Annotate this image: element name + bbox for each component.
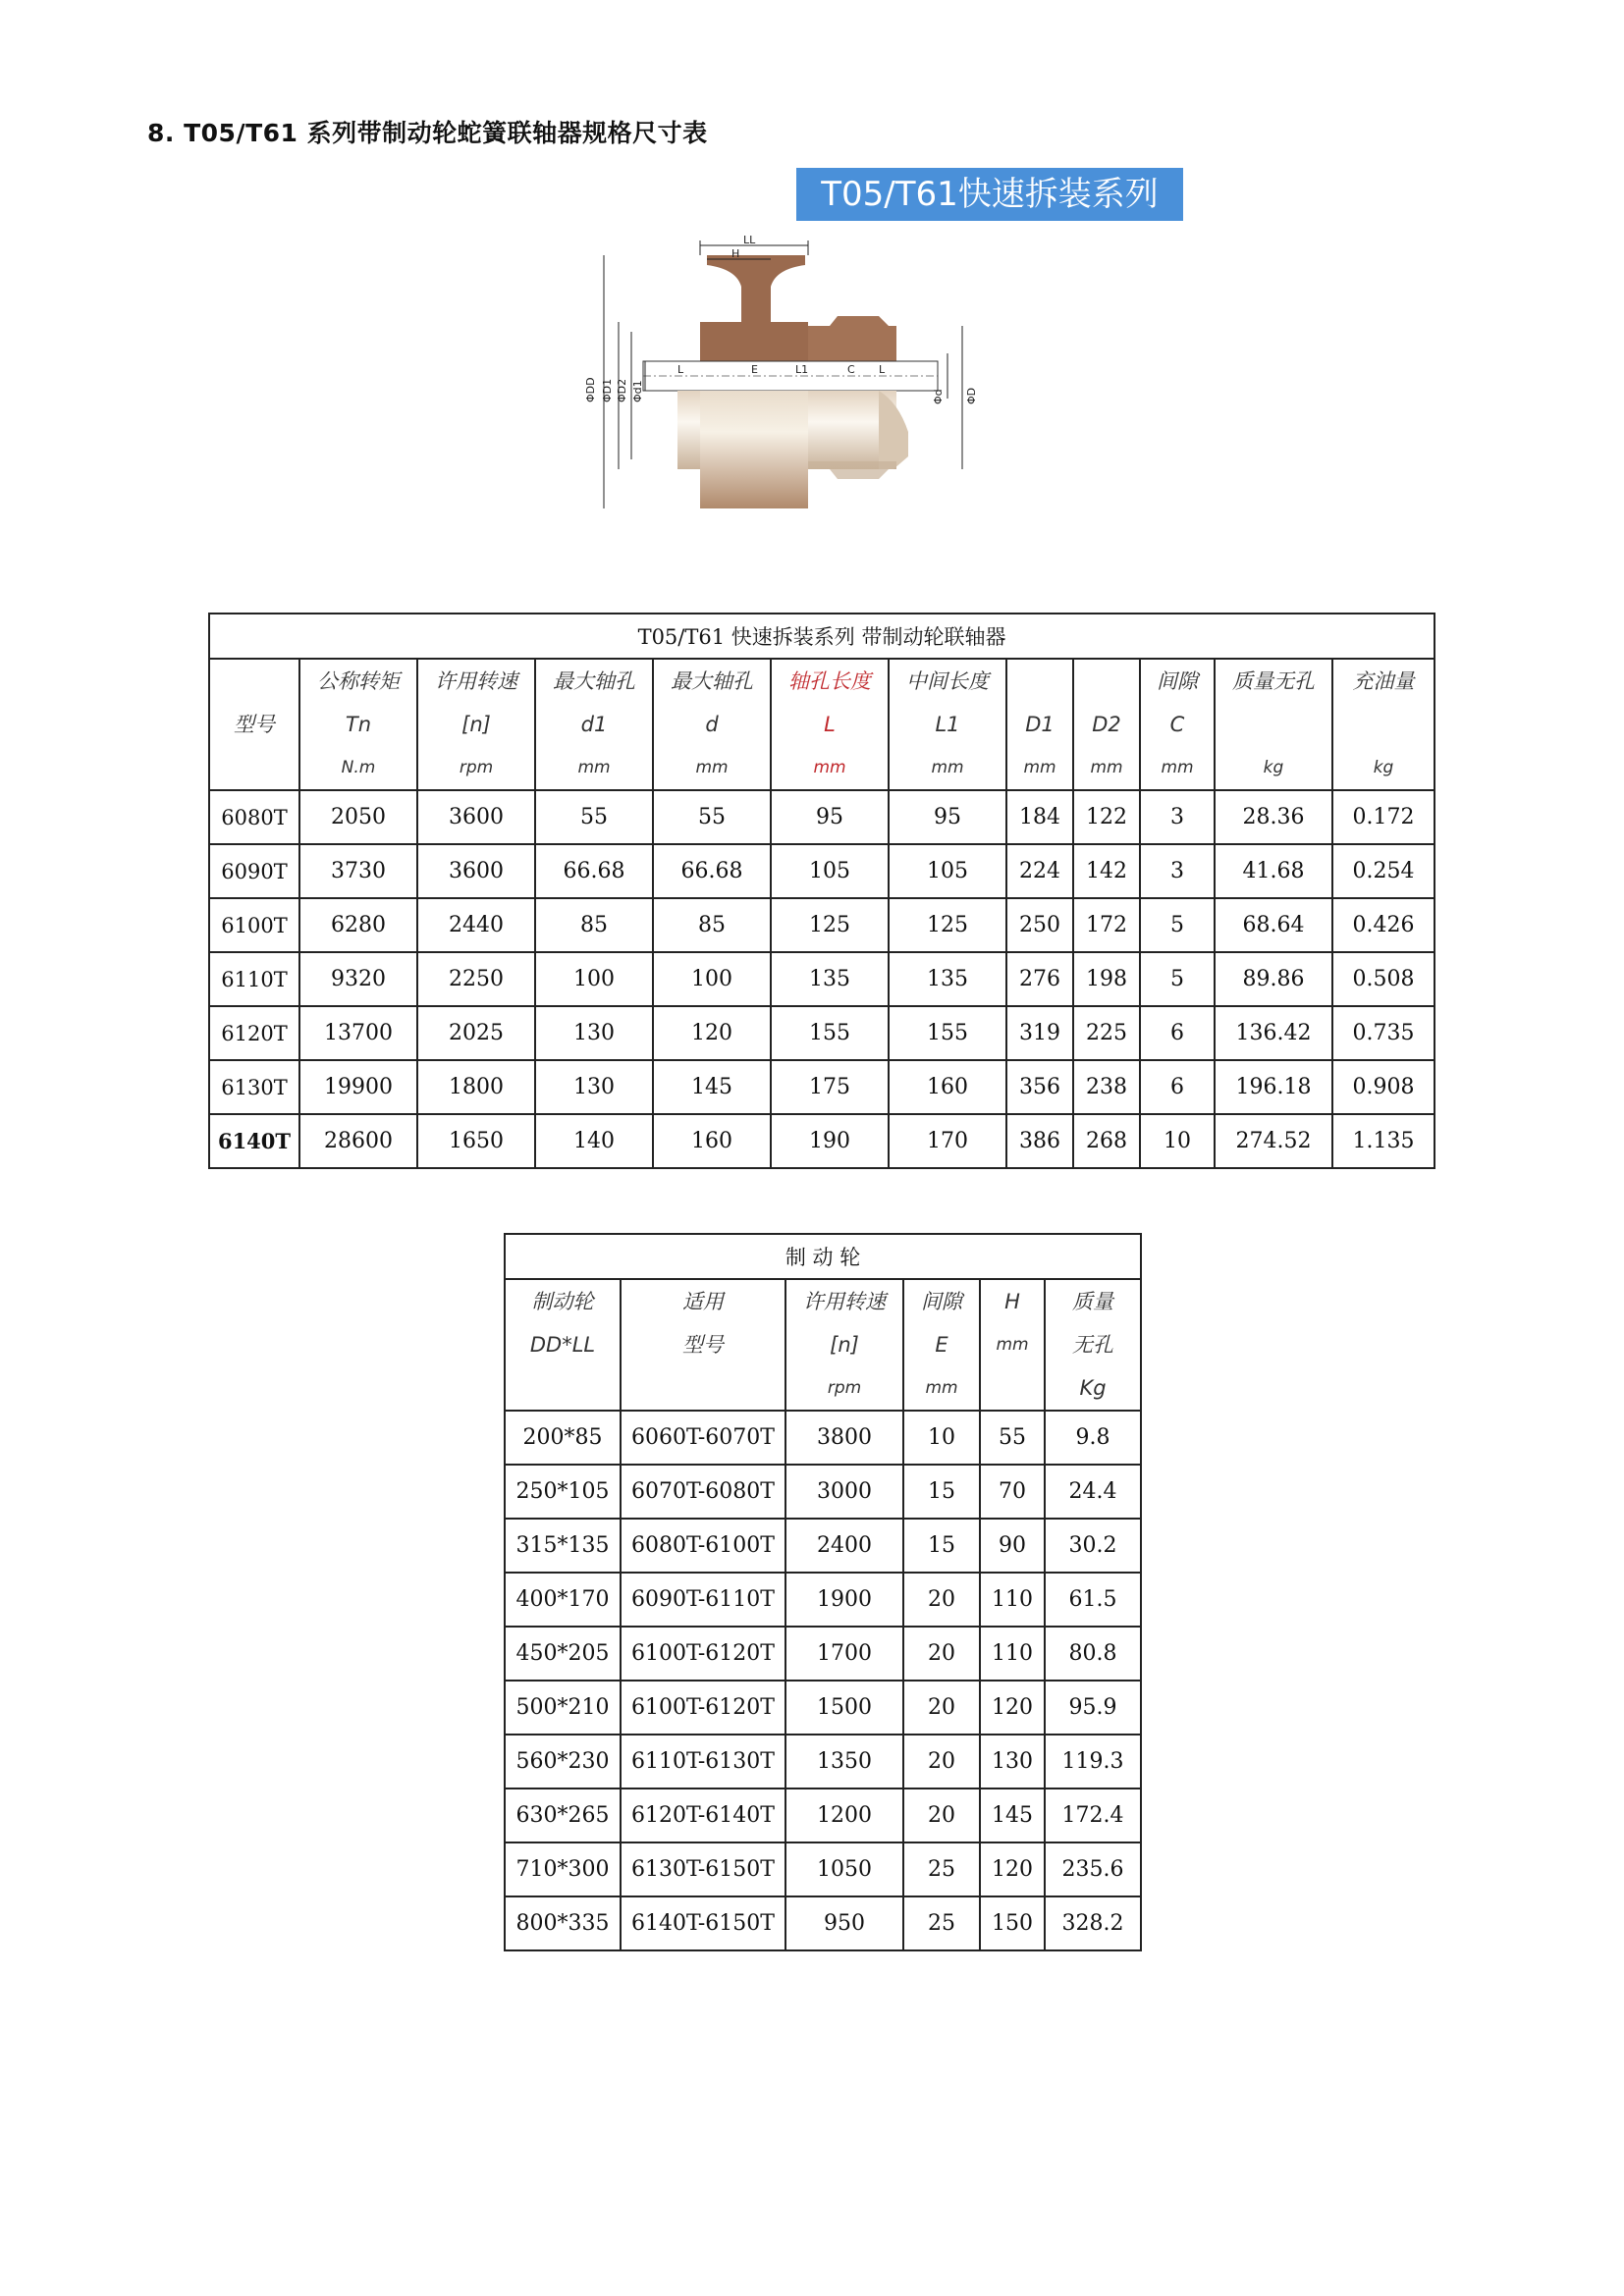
dim-label-D1: ΦD1 — [601, 378, 614, 402]
table-row — [209, 1060, 1435, 1114]
dim-label-L-left: L — [677, 363, 684, 376]
cell: 630*265 — [505, 1789, 621, 1842]
cell: 500*210 — [505, 1681, 621, 1735]
coupling-spec-table — [208, 613, 1435, 1169]
cell: 130 — [535, 1060, 653, 1114]
header-bore-length: 轴孔长度 L mm — [771, 659, 889, 790]
cell: 250 — [1006, 898, 1073, 952]
table-row — [505, 1735, 1141, 1789]
header-gap: 间隙 C mm — [1140, 659, 1215, 790]
cell: 225 — [1073, 1006, 1140, 1060]
cell: 0.254 — [1332, 844, 1435, 898]
cell: 710*300 — [505, 1842, 621, 1896]
cell: 224 — [1006, 844, 1073, 898]
cell: 175 — [771, 1060, 889, 1114]
header-mass: 质量无孔 kg — [1215, 659, 1332, 790]
cell: 0.735 — [1332, 1006, 1435, 1060]
header-D1: D1 mm — [1006, 659, 1073, 790]
cell: 160 — [653, 1114, 771, 1168]
cell: 5 — [1140, 898, 1215, 952]
cell: 198 — [1073, 952, 1140, 1006]
cell: 6130T-6150T — [621, 1842, 785, 1896]
cell: 66.68 — [535, 844, 653, 898]
cell: 125 — [771, 898, 889, 952]
cell: 160 — [889, 1060, 1006, 1114]
header-middle-length: 中间长度 L1 mm — [889, 659, 1006, 790]
cell: 20 — [903, 1735, 980, 1789]
cell: 120 — [653, 1006, 771, 1060]
cell: 80.8 — [1045, 1627, 1141, 1681]
cell: 20 — [903, 1789, 980, 1842]
dim-label-D: ΦD — [965, 387, 978, 404]
dim-label-D2: ΦD2 — [616, 378, 628, 402]
cell: 119.3 — [1045, 1735, 1141, 1789]
header-applicable-model: 适用 型号 — [621, 1279, 785, 1411]
cell: 1500 — [785, 1681, 903, 1735]
table-row — [505, 1896, 1141, 1950]
cell: 89.86 — [1215, 952, 1332, 1006]
cell: 100 — [535, 952, 653, 1006]
coupling-drawing — [584, 236, 1016, 550]
cell: 41.68 — [1215, 844, 1332, 898]
table-row — [505, 1411, 1141, 1465]
cell-model: 6110T — [209, 952, 299, 1006]
cell: 110 — [980, 1573, 1045, 1627]
header-brake-size: 制动轮 DD*LL — [505, 1279, 621, 1411]
cell: 250*105 — [505, 1465, 621, 1519]
cell: 950 — [785, 1896, 903, 1950]
spec-table-caption: T05/T61 快速拆装系列 带制动轮联轴器 — [209, 614, 1435, 659]
cell: 28.36 — [1215, 790, 1332, 844]
cell: 105 — [771, 844, 889, 898]
cell: 66.68 — [653, 844, 771, 898]
series-banner: T05/T61快速拆装系列 — [796, 168, 1183, 221]
cell: 9.8 — [1045, 1411, 1141, 1465]
cell: 155 — [889, 1006, 1006, 1060]
cell: 6110T-6130T — [621, 1735, 785, 1789]
cell: 1.135 — [1332, 1114, 1435, 1168]
cell: 90 — [980, 1519, 1045, 1573]
cell: 1800 — [417, 1060, 535, 1114]
cell: 3000 — [785, 1465, 903, 1519]
brake-wheel-table — [504, 1233, 1142, 1951]
cell: 3 — [1140, 790, 1215, 844]
cell: 2025 — [417, 1006, 535, 1060]
cell: 450*205 — [505, 1627, 621, 1681]
cell: 9320 — [299, 952, 417, 1006]
cell: 145 — [980, 1789, 1045, 1842]
cell: 6280 — [299, 898, 417, 952]
cell: 356 — [1006, 1060, 1073, 1114]
table-row — [209, 1114, 1435, 1168]
cell: 6140T-6150T — [621, 1896, 785, 1950]
cell: 125 — [889, 898, 1006, 952]
header-brake-speed: 许用转速 [n] rpm — [785, 1279, 903, 1411]
cell: 25 — [903, 1842, 980, 1896]
cell: 136.42 — [1215, 1006, 1332, 1060]
cell: 155 — [771, 1006, 889, 1060]
dim-label-L-right: L — [879, 363, 886, 376]
cell: 20 — [903, 1627, 980, 1681]
cell: 1350 — [785, 1735, 903, 1789]
cell: 95.9 — [1045, 1681, 1141, 1735]
cell: 2250 — [417, 952, 535, 1006]
cell: 1900 — [785, 1573, 903, 1627]
cell: 55 — [980, 1411, 1045, 1465]
cell: 20 — [903, 1681, 980, 1735]
cell: 196.18 — [1215, 1060, 1332, 1114]
brake-table-caption: 制 动 轮 — [505, 1234, 1141, 1279]
cell-model: 6130T — [209, 1060, 299, 1114]
cell: 0.908 — [1332, 1060, 1435, 1114]
cell: 150 — [980, 1896, 1045, 1950]
cell: 190 — [771, 1114, 889, 1168]
cell: 13700 — [299, 1006, 417, 1060]
dim-label-E: E — [751, 363, 758, 376]
cell: 55 — [535, 790, 653, 844]
header-oil: 充油量 kg — [1332, 659, 1435, 790]
cell: 0.172 — [1332, 790, 1435, 844]
cell: 135 — [771, 952, 889, 1006]
dim-label-d: Φd — [932, 389, 945, 404]
page-heading: 8. T05/T61 系列带制动轮蛇簧联轴器规格尺寸表 — [147, 119, 708, 147]
cell: 6100T-6120T — [621, 1681, 785, 1735]
dim-label-L1: L1 — [795, 363, 809, 376]
cell: 0.426 — [1332, 898, 1435, 952]
cell: 100 — [653, 952, 771, 1006]
cell: 105 — [889, 844, 1006, 898]
cell: 276 — [1006, 952, 1073, 1006]
cell: 6100T-6120T — [621, 1627, 785, 1681]
cell: 6090T-6110T — [621, 1573, 785, 1627]
cell: 5 — [1140, 952, 1215, 1006]
cell: 6120T-6140T — [621, 1789, 785, 1842]
dim-label-LL: LL — [743, 236, 756, 246]
cell: 1050 — [785, 1842, 903, 1896]
cell: 10 — [903, 1411, 980, 1465]
header-model: 型号 — [209, 659, 299, 790]
cell: 170 — [889, 1114, 1006, 1168]
cell: 95 — [889, 790, 1006, 844]
cell: 68.64 — [1215, 898, 1332, 952]
cell: 135 — [889, 952, 1006, 1006]
cell: 6 — [1140, 1006, 1215, 1060]
cell-model: 6100T — [209, 898, 299, 952]
cell-model: 6080T — [209, 790, 299, 844]
cell: 3730 — [299, 844, 417, 898]
header-max-bore-d1: 最大轴孔 d1 mm — [535, 659, 653, 790]
cell: 560*230 — [505, 1735, 621, 1789]
dim-label-DD: ΦDD — [584, 377, 597, 402]
cell: 2440 — [417, 898, 535, 952]
header-D2: D2 mm — [1073, 659, 1140, 790]
cell: 61.5 — [1045, 1573, 1141, 1627]
dim-label-C: C — [847, 363, 855, 376]
cell: 800*335 — [505, 1896, 621, 1950]
cell: 274.52 — [1215, 1114, 1332, 1168]
cell: 15 — [903, 1519, 980, 1573]
cell: 184 — [1006, 790, 1073, 844]
table-row — [209, 790, 1435, 844]
cell: 6080T-6100T — [621, 1519, 785, 1573]
cell: 140 — [535, 1114, 653, 1168]
cell: 315*135 — [505, 1519, 621, 1573]
cell: 1200 — [785, 1789, 903, 1842]
cell: 120 — [980, 1681, 1045, 1735]
cell: 172.4 — [1045, 1789, 1141, 1842]
cell: 0.508 — [1332, 952, 1435, 1006]
cell: 1700 — [785, 1627, 903, 1681]
table-row — [209, 952, 1435, 1006]
cell: 15 — [903, 1465, 980, 1519]
table-row — [505, 1465, 1141, 1519]
cell: 110 — [980, 1627, 1045, 1681]
table-row — [209, 844, 1435, 898]
cell: 85 — [535, 898, 653, 952]
cell: 172 — [1073, 898, 1140, 952]
cell: 55 — [653, 790, 771, 844]
cell: 238 — [1073, 1060, 1140, 1114]
header-max-bore-d: 最大轴孔 d mm — [653, 659, 771, 790]
cell: 6060T-6070T — [621, 1411, 785, 1465]
cell: 386 — [1006, 1114, 1073, 1168]
header-brake-H: H mm — [980, 1279, 1045, 1411]
cell: 95 — [771, 790, 889, 844]
cell: 20 — [903, 1573, 980, 1627]
cell: 2400 — [785, 1519, 903, 1573]
cell: 30.2 — [1045, 1519, 1141, 1573]
cell: 122 — [1073, 790, 1140, 844]
table-row — [209, 898, 1435, 952]
cell: 19900 — [299, 1060, 417, 1114]
table-row — [505, 1842, 1141, 1896]
table-row — [505, 1789, 1141, 1842]
cell: 3800 — [785, 1411, 903, 1465]
header-torque: 公称转矩 Tn N.m — [299, 659, 417, 790]
cell: 200*85 — [505, 1411, 621, 1465]
cell: 130 — [535, 1006, 653, 1060]
cell: 130 — [980, 1735, 1045, 1789]
cell: 2050 — [299, 790, 417, 844]
header-brake-mass: 质量 无孔 Kg — [1045, 1279, 1141, 1411]
cell-model: 6090T — [209, 844, 299, 898]
table-row — [505, 1681, 1141, 1735]
table-row — [505, 1627, 1141, 1681]
header-speed: 许用转速 [n] rpm — [417, 659, 535, 790]
cell: 25 — [903, 1896, 980, 1950]
cell: 3600 — [417, 844, 535, 898]
cell-model: 6140T — [209, 1114, 299, 1168]
table-row — [505, 1573, 1141, 1627]
cell: 319 — [1006, 1006, 1073, 1060]
cell: 28600 — [299, 1114, 417, 1168]
cell-model: 6120T — [209, 1006, 299, 1060]
table-row — [209, 1006, 1435, 1060]
cell: 6070T-6080T — [621, 1465, 785, 1519]
dim-label-d1: Φd1 — [631, 380, 644, 402]
cell: 235.6 — [1045, 1842, 1141, 1896]
cell: 1650 — [417, 1114, 535, 1168]
cell: 3600 — [417, 790, 535, 844]
cell: 85 — [653, 898, 771, 952]
cell: 24.4 — [1045, 1465, 1141, 1519]
cell: 120 — [980, 1842, 1045, 1896]
cell: 268 — [1073, 1114, 1140, 1168]
cell: 10 — [1140, 1114, 1215, 1168]
table-row — [505, 1519, 1141, 1573]
cell: 145 — [653, 1060, 771, 1114]
header-brake-gap: 间隙 E mm — [903, 1279, 980, 1411]
dim-label-H: H — [731, 247, 740, 260]
cell: 3 — [1140, 844, 1215, 898]
cell: 70 — [980, 1465, 1045, 1519]
cell: 400*170 — [505, 1573, 621, 1627]
cell: 6 — [1140, 1060, 1215, 1114]
cell: 142 — [1073, 844, 1140, 898]
cell: 328.2 — [1045, 1896, 1141, 1950]
